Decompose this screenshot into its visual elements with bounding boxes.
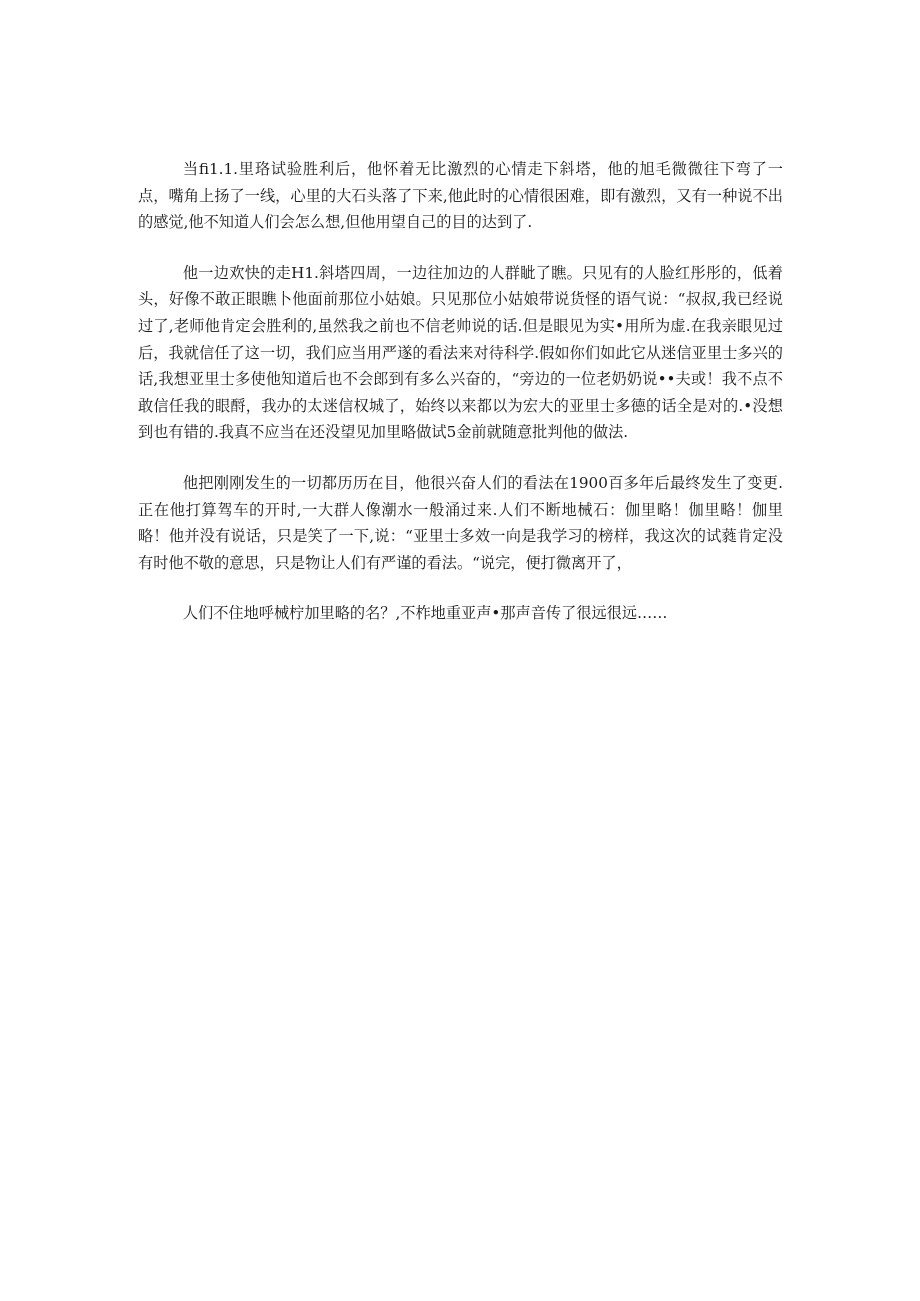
paragraph-3: 他把刚刚发生的一切都历历在目，他很兴奋人们的看法在1900百多年后最终发生了变更.正在他打算驾车的开时,一大群人像潮水一般涌过来.人们不断地械石：伽里略！伽里略！伽里略！他并没有说话，只是笑了一下,说：“亚里士多效一向是我学习的榜样，我这次的试蕤肯定没有时他不敬的意思，只是物让人们有严谨的看法。“说完，便打微离开了， [138, 473, 783, 572]
document-body [138, 156, 783, 651]
paragraph-1: 当fi1.1.里珞试验胜利后，他怀着无比激烈的心情走下斜塔，他的旭毛微微往下弯了一点，嘴角上扬了一线，心里的大石头落了下来,他此时的心情很困难，即有激烈，又有一种说不出的感觉,他不知道人们会怎么想,但他用望自己的目的达到了. [138, 160, 783, 232]
paragraph-2: 他一边欢快的走H1.斜塔四周，一边往加边的人群眦了瞧。只见有的人脸红彤彤的，低着头，好像不敢正眼瞧卜他面前那位小姑娘。只见那位小姑娘带说货怪的语气说：“叔叔,我已经说过了,老师他肯定会胜利的,虽然我之前也不信老帅说的话.但是眼见为实•用所为虚.在我亲眼见过后，我就信任了这一切，我们应当用严遂的看法来对待科学.假如你们如此它从迷信亚里士多兴的话,我想亚里士多使他知道后也不会郎到有多么兴奋的，“旁边的一位老奶奶说••夫或！我不点不敢信任我的眼酹，我办的太迷信权城了，始终以来都以为宏大的亚里士多德的话全是对的.•没想到也有错的.我真不应当在还没望见加里略做试5金前就随意批判他的做法. [138, 263, 783, 442]
paragraph-4: 人们不住地呼械柠加里略的名？,不柞地重亚声•那声音传了很远很远…… [182, 604, 668, 623]
